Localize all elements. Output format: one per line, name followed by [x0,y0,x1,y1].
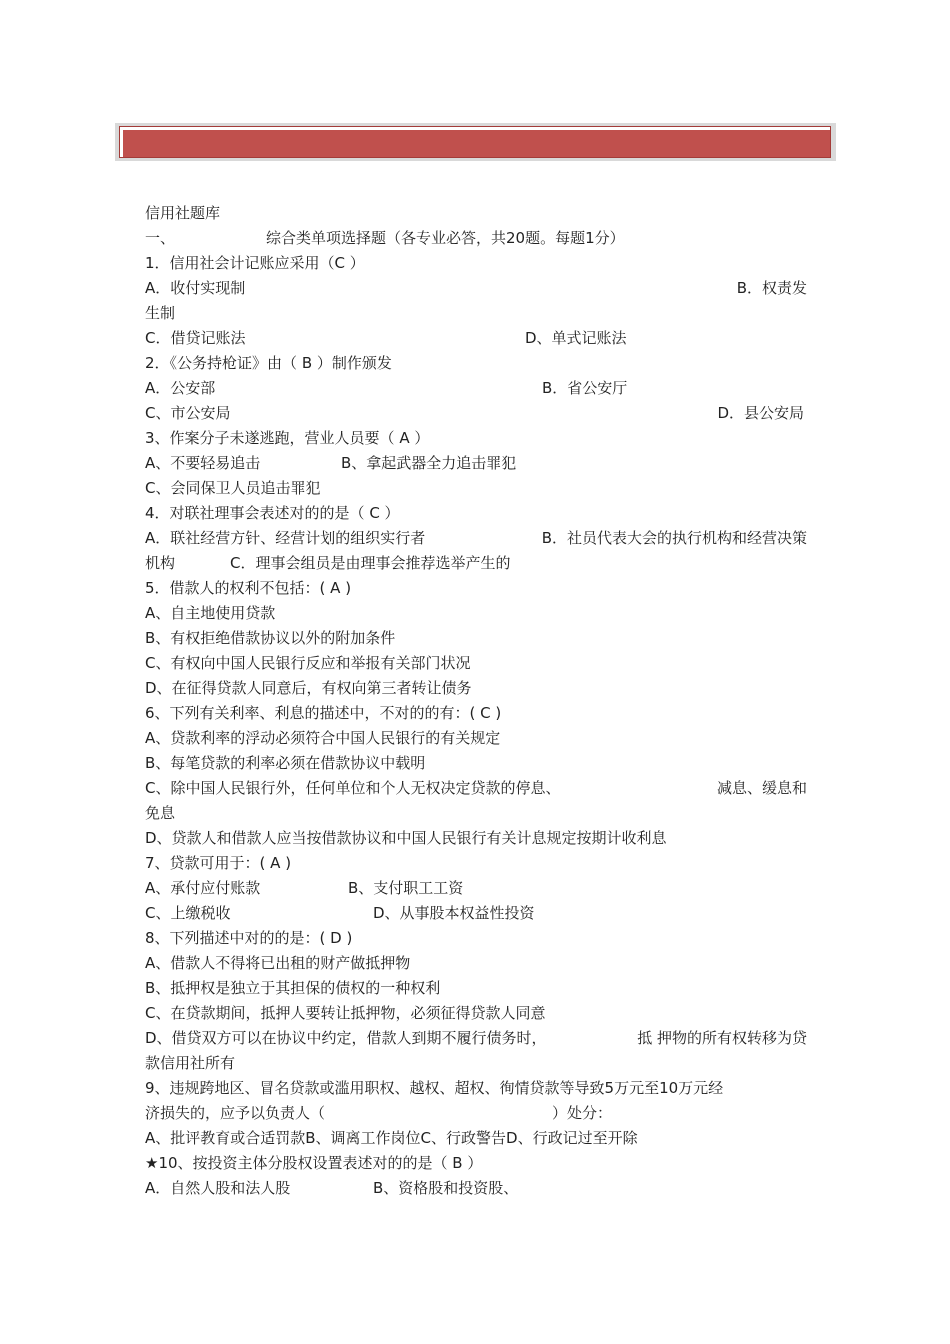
question-2-options-ab [145,376,810,401]
option-a: A．自然人股和法人股 [145,1179,291,1197]
option-d: D、单式记账法 [525,329,627,347]
question-8-option-a [145,951,810,976]
option-a: A、不要轻易追击 [145,454,261,472]
question-5-option-c [145,651,810,676]
question-text: 4．对联社理事会表述对的的是（ C ） [145,504,400,522]
question-8-option-b [145,976,810,1001]
question-text: 9、违规跨地区、冒名贷款或滥用职权、越权、超权、徇情贷款等导致5万元至10万元经 [145,1079,724,1097]
option-c: C、在贷款期间，抵押人要转让抵押物，必须征得贷款人同意 [145,1004,546,1022]
option-b: B．权责发 [736,279,807,297]
doc-title: 信用社题库 [145,204,221,222]
question-5-option-a [145,601,810,626]
option-b: B．社员代表大会的执行机构和经营决策 [541,529,807,547]
section-number: 一、 [145,229,176,247]
question-7-options-cd [145,901,810,926]
option-a: A．收付实现制 [145,279,246,297]
question-9 [145,1076,810,1101]
question-8-option-c [145,1001,810,1026]
doc-title-line [145,201,810,226]
option-d: D、从事股本权益性投资 [373,904,535,922]
options-abcd: A、批评教育或合适罚款B、调离工作岗位C、行政警告D、行政记过至开除 [145,1129,638,1147]
option-a: A、承付应付账款 [145,879,261,897]
question-2 [145,351,810,376]
question-text: 7、贷款可用于：( A ) [145,854,292,872]
question-6 [145,701,810,726]
question-4-options-b-cont-c [145,551,810,576]
question-3-options-ab [145,451,810,476]
question-4 [145,501,810,526]
option-b-continued: 生制 [145,304,176,322]
option-d: D、借贷双方可以在协议中约定，借款人到期不履行债务时， [145,1029,547,1047]
question-10 [145,1151,810,1176]
option-c: C．理事会组员是由理事会推荐选举产生的 [230,554,511,572]
question-9-options [145,1126,810,1151]
question-8-option-d [145,1026,810,1051]
question-1-option-b-cont [145,301,810,326]
question-5-option-b [145,626,810,651]
question-text-tail: ）处分： [552,1104,613,1122]
option-b: B、每笔贷款的利率必须在借款协议中载明 [145,754,426,772]
option-b: B、支付职工工资 [348,879,464,897]
option-b: B、拿起武器全力追击罪犯 [341,454,517,472]
question-6-option-c-cont [145,801,810,826]
document-body [145,201,810,1201]
question-6-option-b [145,751,810,776]
question-text: ★10、按投资主体分股权设置表述对的的是（ B ） [145,1154,483,1172]
question-3-option-c [145,476,810,501]
question-3 [145,426,810,451]
section-heading [145,226,810,251]
question-6-option-d [145,826,810,851]
option-a: A、借款人不得将已出租的财产做抵押物 [145,954,411,972]
option-c: C、除中国人民银行外，任何单位和个人无权决定贷款的停息、 [145,779,561,797]
question-6-option-a [145,726,810,751]
question-8-option-d-cont [145,1051,810,1076]
option-c: C、市公安局 [145,404,231,422]
question-8 [145,926,810,951]
question-9-cont [145,1101,810,1126]
question-7-options-ab [145,876,810,901]
question-text-continued: 济损失的，应予以负责人（ [145,1104,326,1122]
question-text: 1．信用社会计记账应采用（C ） [145,254,365,272]
option-d: D．县公安局 [717,404,804,422]
option-c: C、有权向中国人民银行反应和举报有关部门状况 [145,654,471,672]
option-a: A、自主地使用贷款 [145,604,276,622]
option-d-tail: 抵 押物的所有权转移为贷 [637,1029,807,1047]
option-b: B、抵押权是独立于其担保的债权的一种权利 [145,979,441,997]
question-1 [145,251,810,276]
option-c-continued: 免息 [145,804,176,822]
option-b: B、资格股和投资股、 [373,1179,519,1197]
question-1-options-cd [145,326,810,351]
option-a: A．联社经营方针、经营计划的组织实行者 [145,529,426,547]
option-d: D、在征得贷款人同意后，有权向第三者转让债务 [145,679,472,697]
option-a: A、贷款利率的浮动必须符合中国人民银行的有关规定 [145,729,501,747]
question-7 [145,851,810,876]
question-10-options-ab [145,1176,810,1201]
question-text: 6、下列有关利率、利息的描述中，不对的的有：( C ) [145,704,502,722]
question-text: 2．《公务持枪证》由（ B ）制作颁发 [145,354,392,372]
question-4-options-ab [145,526,810,551]
option-c: C．借贷记账法 [145,329,246,347]
option-b: B、有权拒绝借款协议以外的附加条件 [145,629,396,647]
option-b: B．省公安厅 [542,379,628,397]
option-c: C、会同保卫人员追击罪犯 [145,479,321,497]
question-text: 5．借款人的权利不包括：( A ) [145,579,352,597]
section-title: 综合类单项选择题（各专业必答，共20题。每题1分） [266,229,625,247]
option-c-tail: 减息、缓息和 [716,779,807,797]
question-6-option-c [145,776,810,801]
option-b-continued: 机构 [145,554,176,572]
question-5 [145,576,810,601]
question-1-options-ab [145,276,810,301]
question-text: 3、作案分子未遂逃跑，营业人员要（ A ） [145,429,430,447]
option-d-continued: 款信用社所有 [145,1054,236,1072]
option-a: A．公安部 [145,379,216,397]
question-2-options-cd [145,401,810,426]
option-c: C、上缴税收 [145,904,231,922]
question-text: 8、下列描述中对的的是：( D ) [145,929,353,947]
question-5-option-d [145,676,810,701]
header-banner [119,126,831,158]
option-d: D、贷款人和借款人应当按借款协议和中国人民银行有关计息规定按期计收利息 [145,829,667,847]
